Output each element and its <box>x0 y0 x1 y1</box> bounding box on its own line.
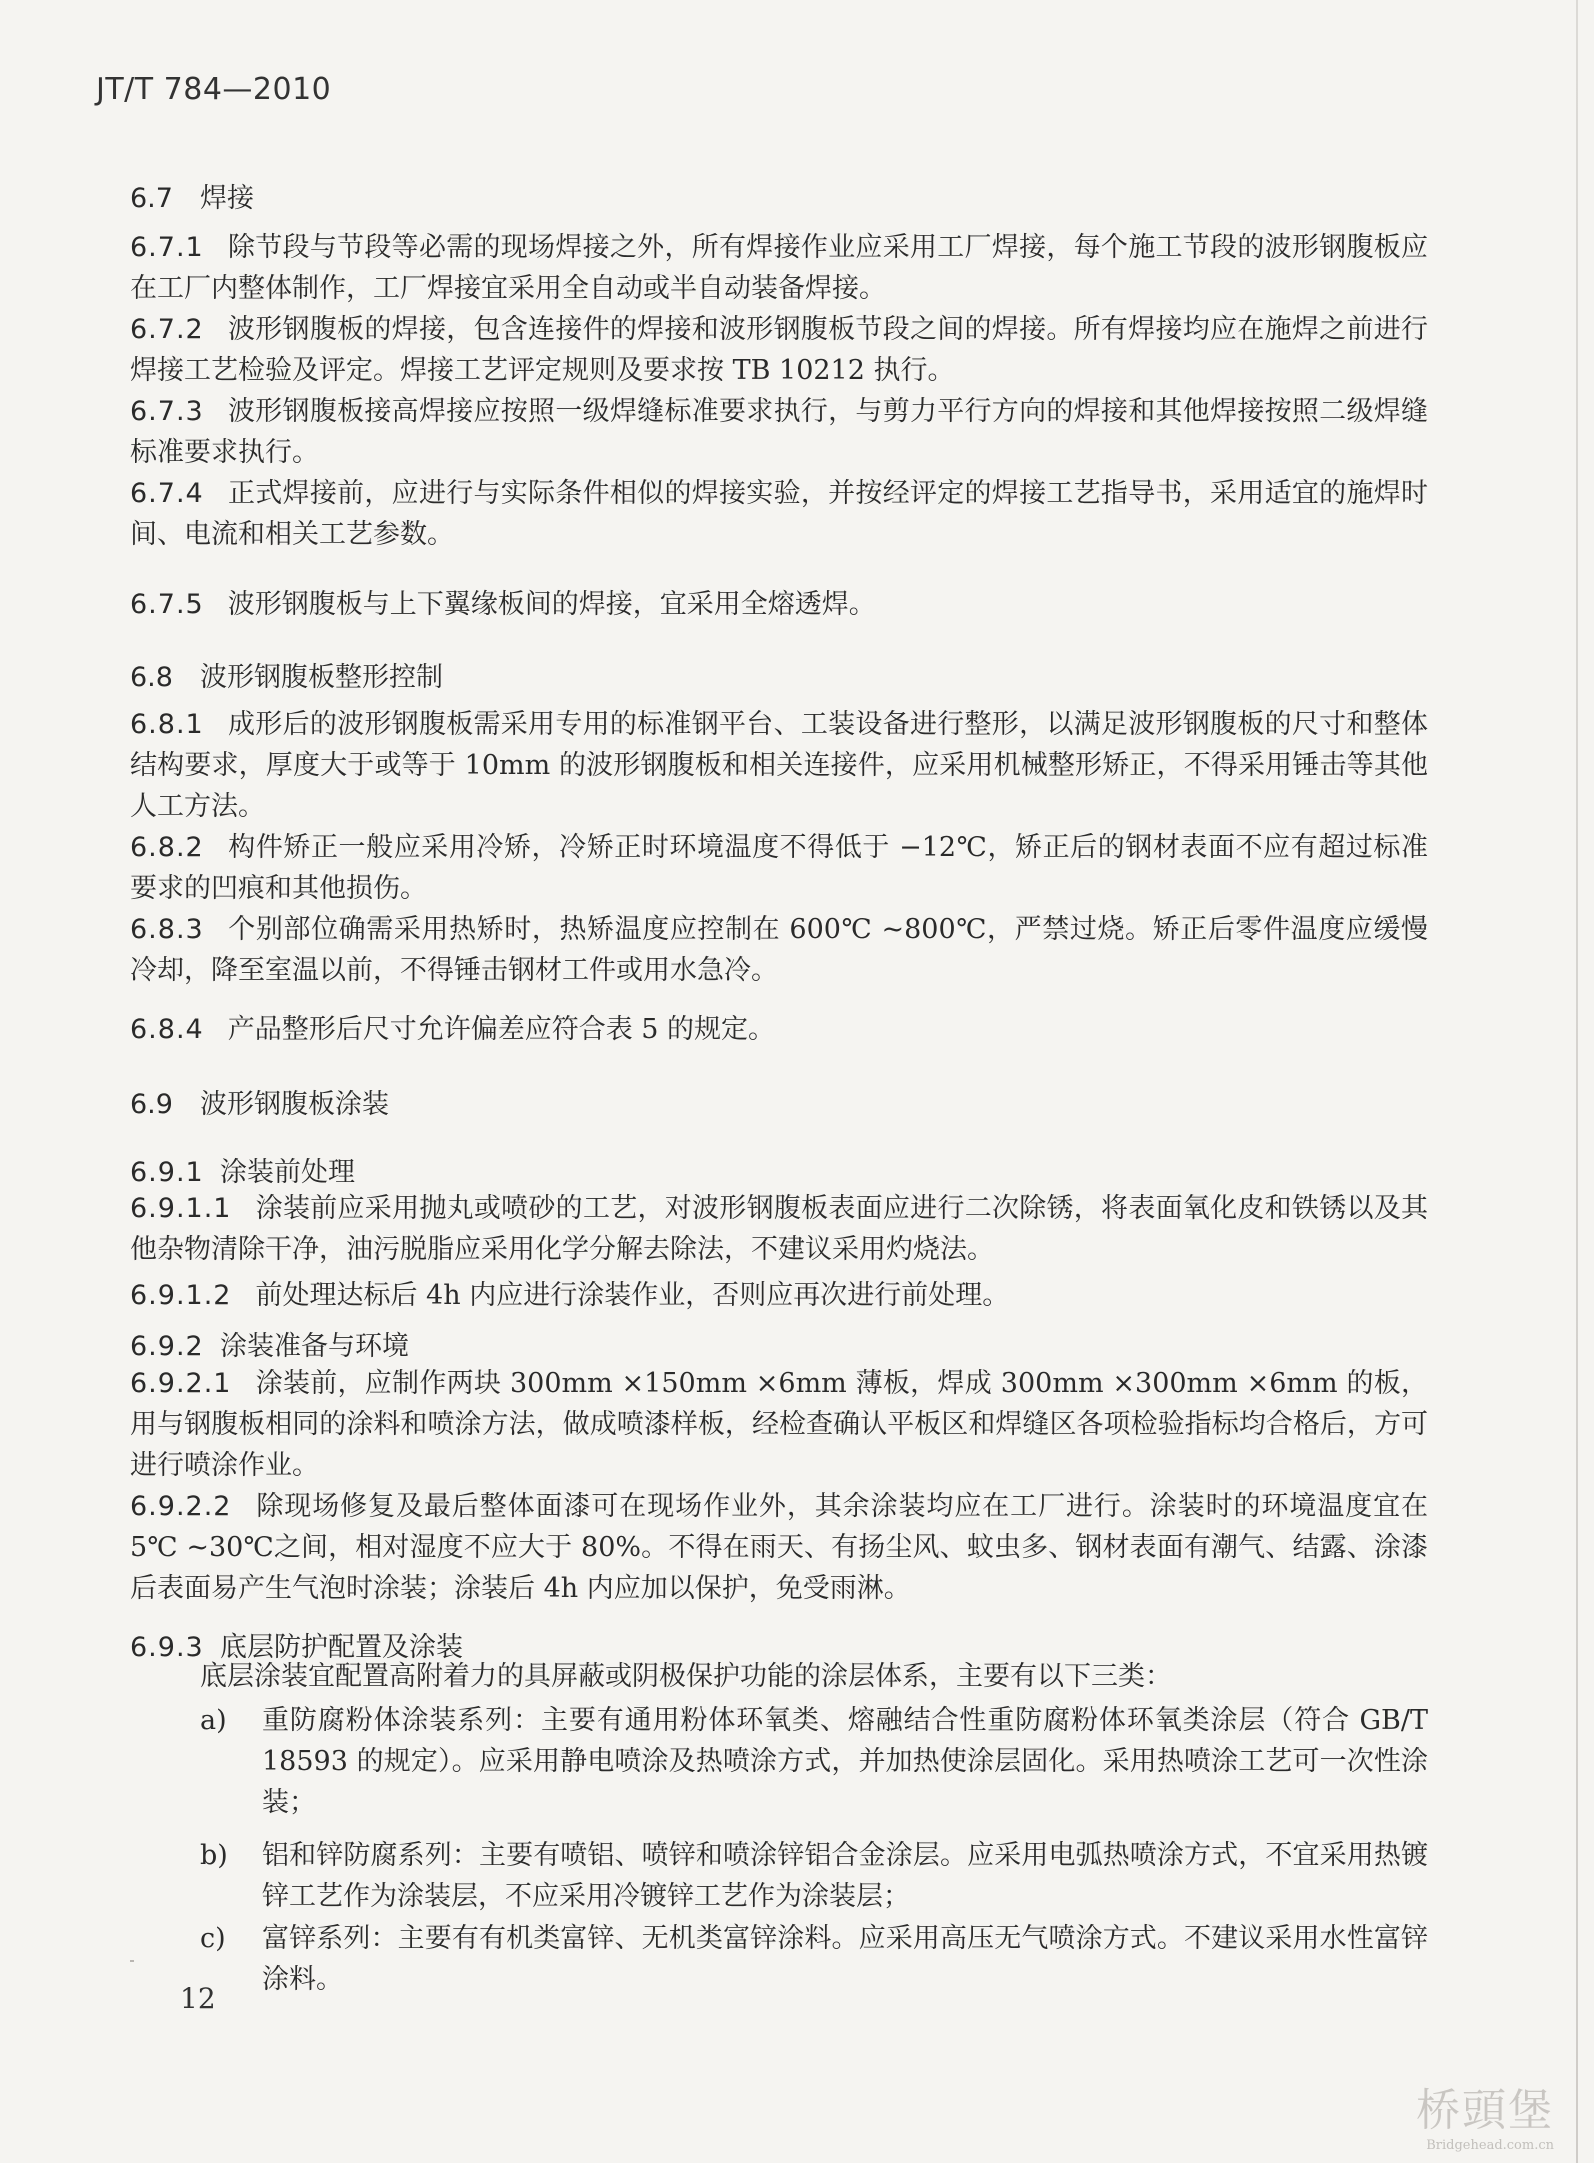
list-item-text: 重防腐粉体涂装系列：主要有通用粉体环氧类、熔融结合性重防腐粉体环氧类涂层（符合 GB/T 18593 的规定）。应采用静电喷涂及热喷涂方式，并加热使涂层固化。采用热喷涂工艺可一次性涂装； <box>262 1705 1428 1818</box>
clause-6-9-1-1 <box>130 1188 1428 1270</box>
watermark-url: Bridgehead.com.cn <box>1426 2138 1554 2153</box>
subsection-title: 涂装前处理 <box>220 1157 355 1188</box>
subsection-number: 6.9.2 <box>130 1331 204 1362</box>
clause-number: 6.9.2.2 <box>130 1491 232 1522</box>
clause-text: 波形钢腹板的焊接，包含连接件的焊接和波形钢腹板节段之间的焊接。所有焊接均应在施焊之前进行焊接工艺检验及评定。焊接工艺评定规则及要求按 TB 10212 执行。 <box>130 314 1428 386</box>
clause-text: 除节段与节段等必需的现场焊接之外，所有焊接作业应采用工厂焊接，每个施工节段的波形钢腹板应在工厂内整体制作，工厂焊接宜采用全自动或半自动装备焊接。 <box>130 232 1428 304</box>
list-item-text: 铝和锌防腐系列：主要有喷铝、喷锌和喷涂锌铝合金涂层。应采用电弧热喷涂方式，不宜采用热镀锌工艺作为涂装层，不应采用冷镀锌工艺作为涂装层； <box>262 1840 1428 1912</box>
clause-number: 6.8.4 <box>130 1014 204 1045</box>
clause-text: 个别部位确需采用热矫时，热矫温度应控制在 600℃ ~800℃，严禁过烧。矫正后零件温度应缓慢冷却，降至室温以前，不得锤击钢材工件或用水急冷。 <box>130 914 1428 986</box>
clause-6-7-4 <box>130 473 1428 555</box>
clause-text: 涂装前，应制作两块 300mm ×150mm ×6mm 薄板，焊成 300mm ×300mm ×6mm 的板，用与钢腹板相同的涂料和喷涂方法，做成喷漆样板，经检查确认平板区和焊缝区各项检验指标均合格后，方可进行喷涂作业。 <box>130 1368 1428 1481</box>
clause-6-7-5 <box>130 584 1428 625</box>
clause-text: 正式焊接前，应进行与实际条件相似的焊接实验，并按经评定的焊接工艺指导书，采用适宜的施焊时间、电流和相关工艺参数。 <box>130 478 1428 550</box>
subsection-title: 涂装准备与环境 <box>220 1331 409 1362</box>
clause-number: 6.9.1.1 <box>130 1193 232 1224</box>
list-item-text: 富锌系列：主要有有机类富锌、无机类富锌涂料。应采用高压无气喷涂方式。不建议采用水性富锌涂料。 <box>262 1923 1428 1995</box>
clause-text: 构件矫正一般应采用冷矫，冷矫正时环境温度不得低于 −12℃，矫正后的钢材表面不应有超过标准要求的凹痕和其他损伤。 <box>130 832 1428 904</box>
subsection-title: 底层防护配置及涂装 <box>220 1632 463 1663</box>
subsection-heading-6-9-1 <box>130 1150 355 1189</box>
clause-number: 6.9.2.1 <box>130 1368 232 1399</box>
clause-6-7-1 <box>130 227 1428 309</box>
list-item-b <box>200 1835 1428 1917</box>
clause-number: 6.8.2 <box>130 832 204 863</box>
section-heading-6-8 <box>130 655 443 694</box>
clause-text: 波形钢腹板与上下翼缘板间的焊接，宜采用全熔透焊。 <box>227 589 876 620</box>
clause-text: 涂装前应采用抛丸或喷砂的工艺，对波形钢腹板表面应进行二次除锈，将表面氧化皮和铁锈以及其他杂物清除干净，油污脱脂应采用化学分解去除法，不建议采用灼烧法。 <box>130 1193 1428 1265</box>
clause-text: 除现场修复及最后整体面漆可在现场作业外，其余涂装均应在工厂进行。涂装时的环境温度宜在 5℃ ~30℃之间，相对湿度不应大于 80%。不得在雨天、有扬尘风、蚊虫多、钢材表面有潮气、结露、涂漆后表面易产生气泡时涂装；涂装后 4h 内应加以保护，免受雨淋。 <box>130 1491 1428 1604</box>
clause-number: 6.9.1.2 <box>130 1280 232 1311</box>
watermark-logo-text: 桥頭堡 <box>1416 2085 1554 2136</box>
section-title: 焊接 <box>200 183 254 214</box>
section-heading-6-9 <box>130 1082 389 1121</box>
clause-6-9-2-1 <box>130 1363 1428 1486</box>
clause-number: 6.7.1 <box>130 232 204 263</box>
clause-6-7-2 <box>130 309 1428 391</box>
clause-6-8-3 <box>130 909 1428 991</box>
section-number: 6.8 <box>130 662 173 693</box>
clause-6-8-2 <box>130 827 1428 909</box>
subsection-heading-6-9-2 <box>130 1324 409 1363</box>
coating-intro: 底层涂装宜配置高附着力的具屏蔽或阴极保护功能的涂层体系，主要有以下三类： <box>200 1661 1172 1692</box>
section-number: 6.9 <box>130 1089 173 1120</box>
clause-6-8-1 <box>130 704 1428 827</box>
list-item-c <box>200 1918 1428 2000</box>
clause-number: 6.7.5 <box>130 589 204 620</box>
section-title: 波形钢腹板整形控制 <box>200 662 443 693</box>
clause-text: 前处理达标后 4h 内应进行涂装作业，否则应再次进行前处理。 <box>255 1280 1010 1311</box>
clause-6-7-3 <box>130 391 1428 473</box>
clause-6-9-1-2 <box>130 1275 1428 1316</box>
clause-6-9-2-2 <box>130 1486 1428 1609</box>
section-title: 波形钢腹板涂装 <box>200 1089 389 1120</box>
clause-number: 6.8.3 <box>130 914 204 945</box>
list-marker: c) <box>200 1923 226 1954</box>
list-item-a <box>200 1700 1428 1823</box>
clause-number: 6.7.2 <box>130 314 204 345</box>
clause-6-8-4 <box>130 1009 1428 1050</box>
watermark <box>1416 2074 1554 2153</box>
section-heading-6-7 <box>130 176 254 215</box>
scan-edge-line <box>1576 0 1578 2163</box>
clause-text: 产品整形后尺寸允许偏差应符合表 5 的规定。 <box>227 1014 776 1045</box>
scan-speck <box>130 1960 134 1962</box>
section-number: 6.7 <box>130 183 173 214</box>
list-marker: b) <box>200 1840 228 1871</box>
clause-text: 成形后的波形钢腹板需采用专用的标准钢平台、工装设备进行整形，以满足波形钢腹板的尺寸和整体结构要求，厚度大于或等于 10mm 的波形钢腹板和相关连接件，应采用机械整形矫正，不得采用锤击等其他人工方法。 <box>130 709 1428 822</box>
clause-number: 6.7.3 <box>130 396 204 427</box>
clause-number: 6.7.4 <box>130 478 204 509</box>
clause-number: 6.8.1 <box>130 709 204 740</box>
page-number: 12 <box>180 1982 216 2015</box>
document-id: JT/T 784—2010 <box>96 72 332 107</box>
subsection-number: 6.9.3 <box>130 1632 204 1663</box>
clause-text: 波形钢腹板接高焊接应按照一级焊缝标准要求执行，与剪力平行方向的焊接和其他焊接按照二级焊缝标准要求执行。 <box>130 396 1428 468</box>
subsection-number: 6.9.1 <box>130 1157 204 1188</box>
list-marker: a) <box>200 1705 227 1736</box>
